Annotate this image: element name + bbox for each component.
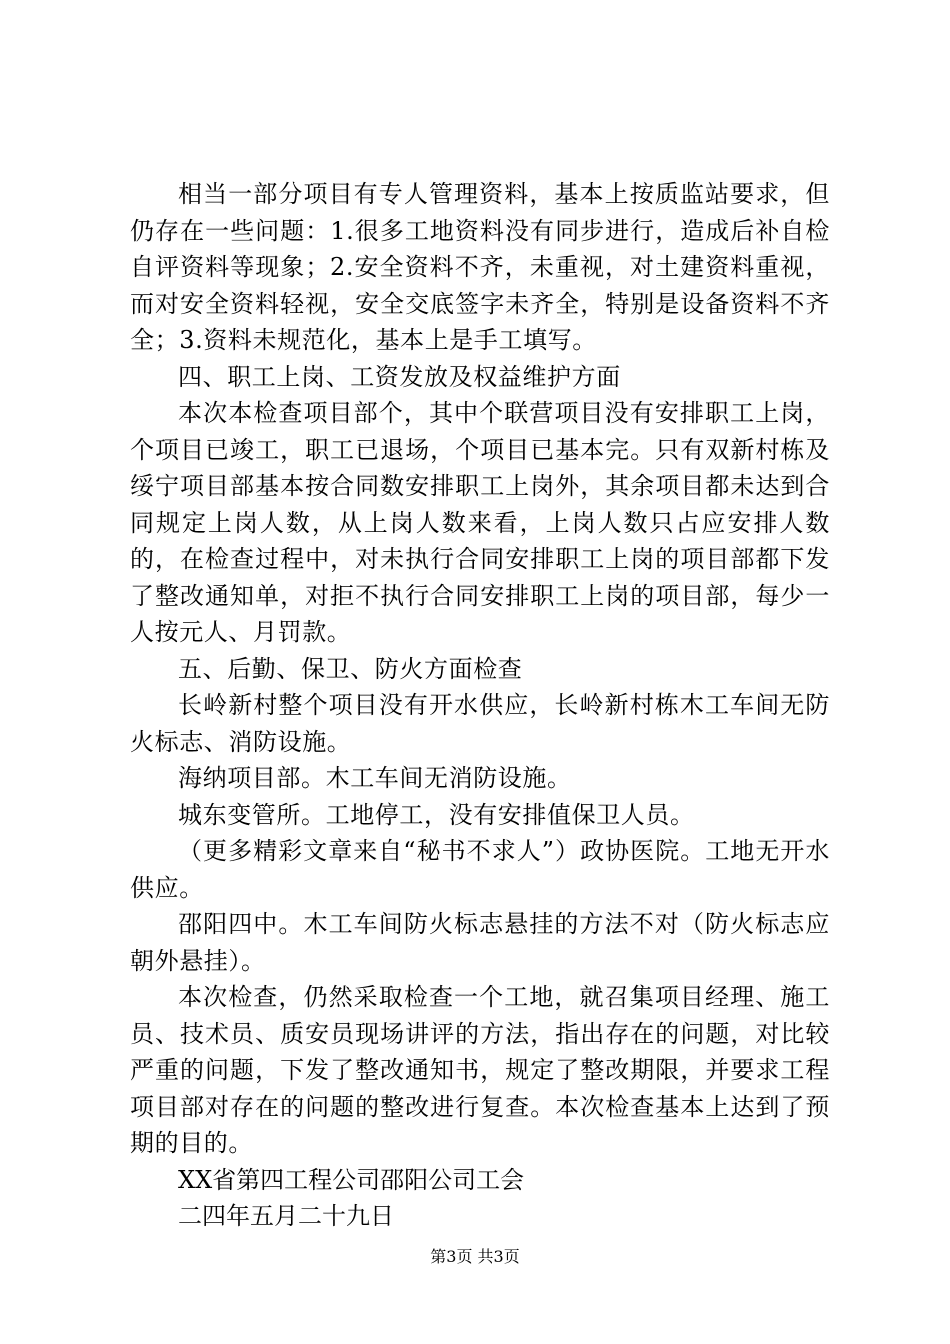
heading-section-four: 四、职工上岗、工资发放及权益维护方面 (178, 362, 621, 391)
signature-date: 二四年五月二十九日 (178, 1202, 394, 1230)
heading-section-five: 五、后勤、保卫、防火方面检查 (178, 654, 523, 683)
paragraph-records-management: 相当一部分项目有专人管理资料，基本上按质监站要求，但仍存在一些问题：1.很多工地资料没有同步进行，造成后补自检自评资料等现象；2.安全资料不齐，未重视，对土建资料重视，而对安全资料轻视，安全交底签字未齐全，特别是设备资料不齐全；3.资料未规范化，基本上是手工填写。 (130, 180, 830, 354)
page-number-footer: 第3页 共3页 (430, 1247, 520, 1266)
paragraph-staffing: 本次本检查项目部个，其中个联营项目没有安排职工上岗，个项目已竣工，职工已退场，个项目已基本完。只有双新村栋及绥宁项目部基本按合同数安排职工上岗外，其余项目都未达到合同规定上岗人数，从上岗人数来看，上岗人数只占应安排人数的，在检查过程中，对未执行合同安排职工上岗的项目部都下发了整改通知单，对拒不执行合同安排职工上岗的项目部，每少一人按元人、月罚款。 (130, 399, 830, 646)
document-body (130, 176, 830, 1235)
paragraph-haina: 海纳项目部。木工车间无消防设施。 (178, 764, 572, 792)
paragraph-chengdong: 城东变管所。工地停工，没有安排值保卫人员。 (178, 800, 695, 829)
paragraph-hospital: （更多精彩文章来自“秘书不求人”）政协医院。工地无开水供应。 (130, 837, 830, 902)
paragraph-shaoyang-school: 邵阳四中。木工车间防火标志悬挂的方法不对（防火标志应朝外悬挂）。 (130, 910, 830, 975)
paragraph-changling: 长岭新村整个项目没有开水供应，长岭新村栋木工车间无防火标志、消防设施。 (130, 691, 830, 756)
signature-organization: XX省第四工程公司邵阳公司工会 (178, 1165, 525, 1194)
paragraph-conclusion: 本次检查，仍然采取检查一个工地，就召集项目经理、施工员、技术员、质安员现场讲评的方法，指出存在的问题，对比较严重的问题，下发了整改通知书，规定了整改期限，并要求工程项目部对存在的问题的整改进行复查。本次检查基本上达到了预期的目的。 (130, 983, 830, 1157)
